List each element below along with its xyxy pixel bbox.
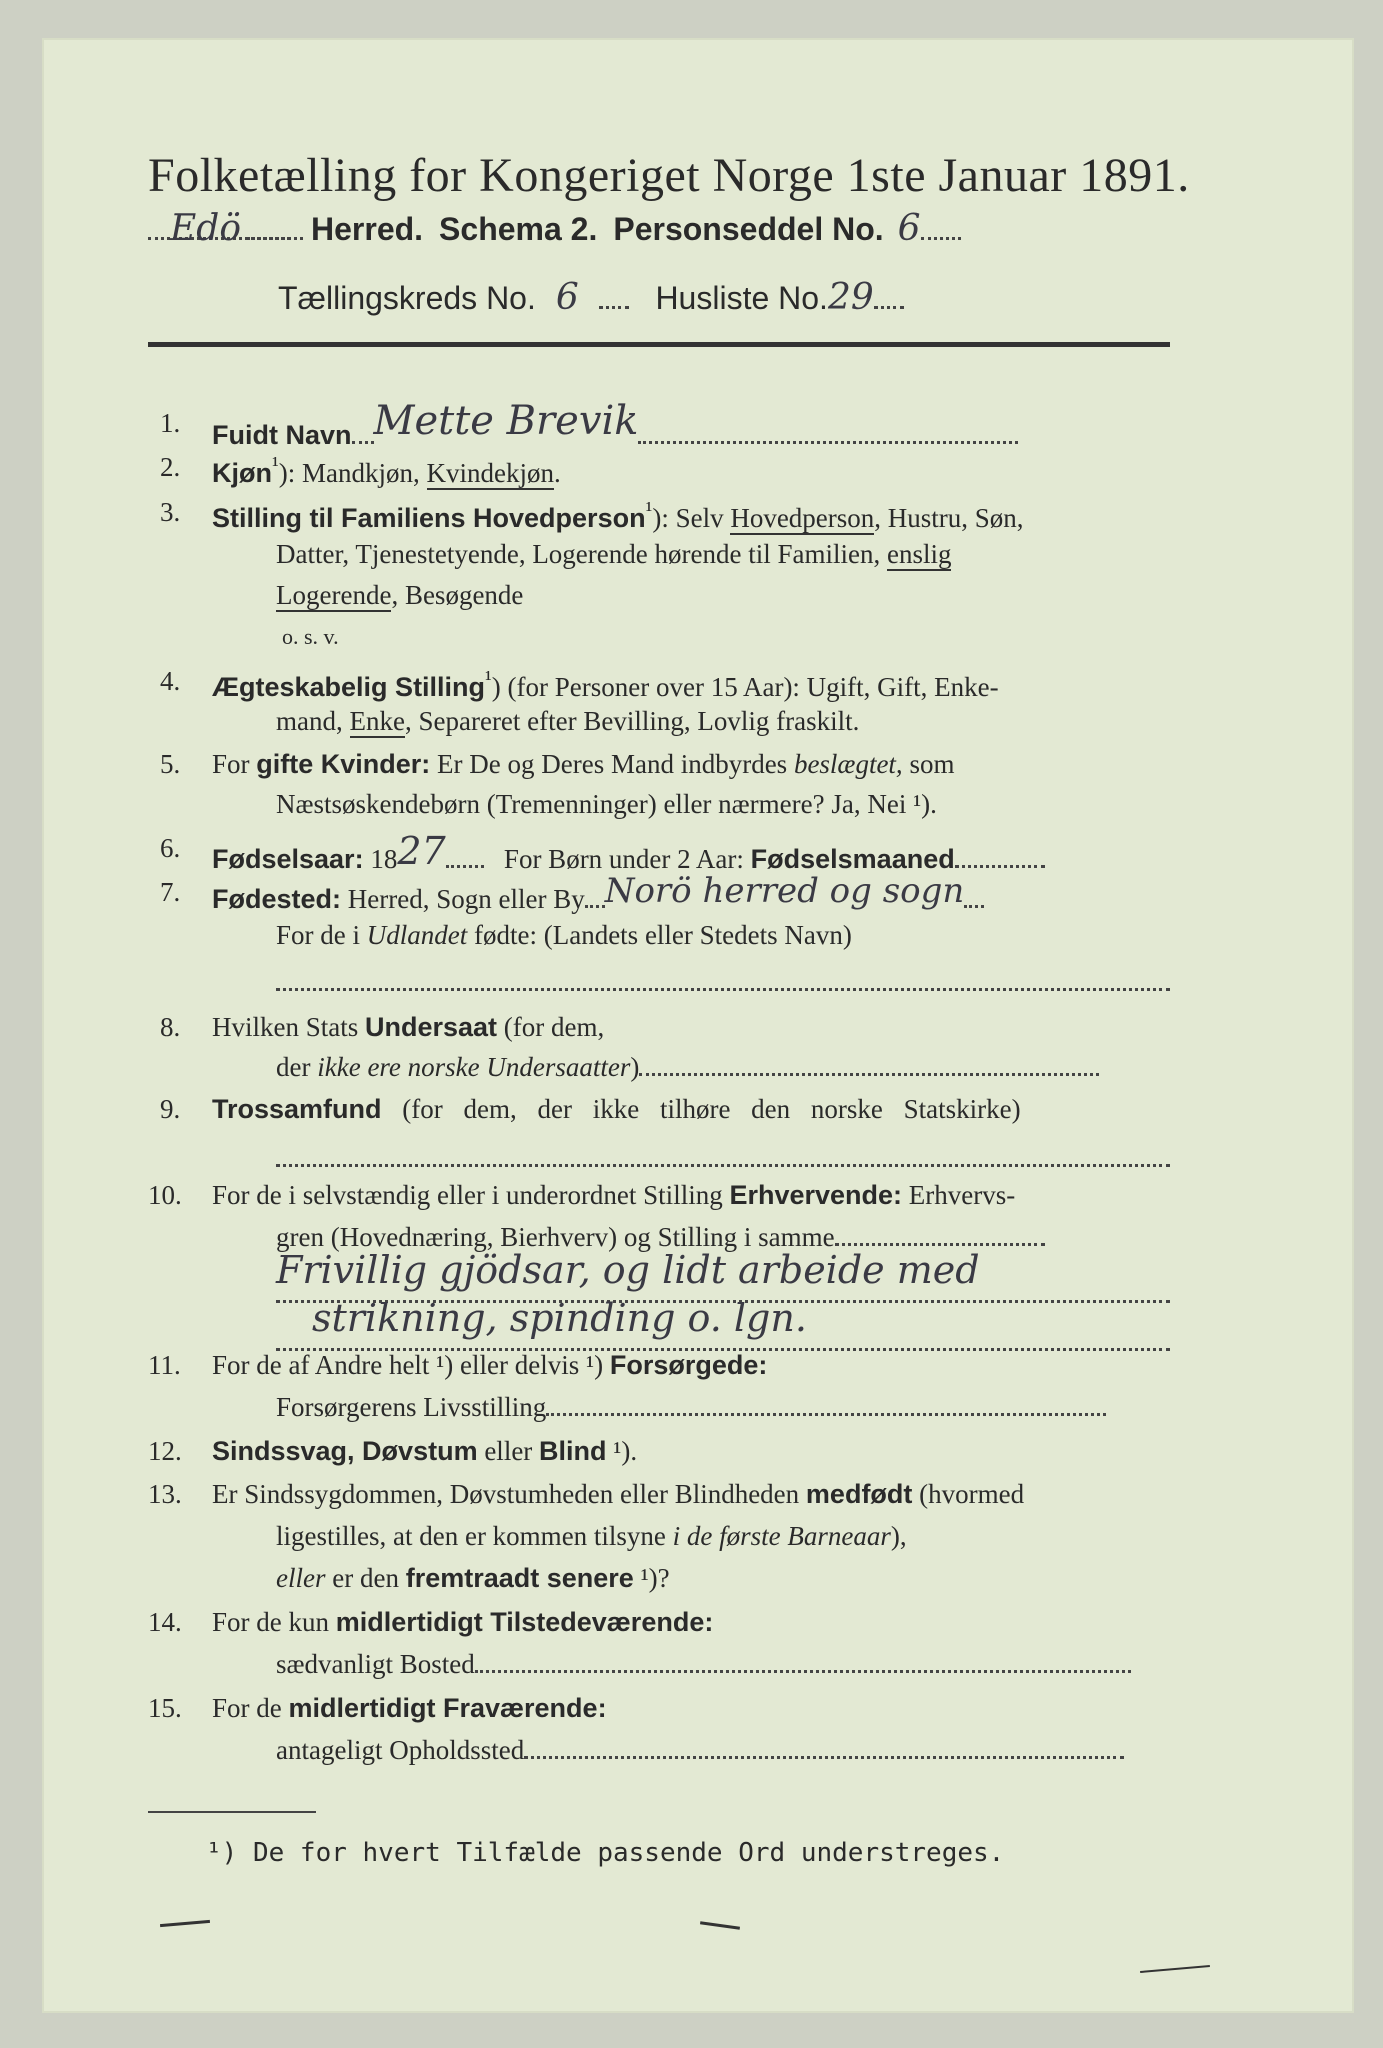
item-14-line-2 [276, 1649, 1131, 1680]
birth-year-handwritten: 27 [397, 829, 446, 873]
item-2 [212, 452, 561, 489]
husliste-label: Husliste No. [655, 280, 828, 316]
item-7 [212, 871, 984, 917]
religion-text: (for dem, der ikke tilhøre den norske Statskirke) [381, 1094, 1021, 1124]
dotted-fill [874, 305, 904, 309]
dotted-fill [835, 1242, 1045, 1246]
citizenship-condition: der [276, 1052, 318, 1082]
personseddel-label: Personseddel No. [613, 211, 884, 247]
occupation-line-2 [312, 1296, 807, 1340]
religion-field [276, 1154, 1170, 1172]
family-position-selected-option-2: enslig [886, 539, 952, 569]
item-13 [212, 1479, 1024, 1510]
footnote: ¹) De for hvert Tilfælde passende Ord understreges. [206, 1838, 1005, 1868]
birth-year-prefix: 18 [370, 844, 398, 874]
congenital-text: Er Sindssygdommen, Døvstumheden eller Blindheden [212, 1479, 806, 1509]
dotted-fill [475, 1669, 1131, 1673]
later-text-end: ¹)? [633, 1563, 670, 1593]
marital-status-options: mand, [276, 706, 350, 736]
item-number: 14. [148, 1607, 182, 1637]
item-number: 13. [148, 1479, 182, 1509]
occupation-line-1 [276, 1248, 980, 1292]
item-7-line-2 [276, 920, 852, 951]
occupation-branch-text: gren (Hovednæring, Bierhverv) og Stilling i samme [276, 1222, 835, 1252]
childhood-text: ligestilles, at den er kommen tilsyne [276, 1521, 673, 1551]
usual-residence-text: sædvanligt Bosted [276, 1649, 475, 1679]
item-5-line-2: Næstsøskendebørn (Tremenninger) eller nærmere? Ja, Nei ¹). [276, 789, 937, 819]
foreign-birthplace-field [276, 978, 1170, 996]
marital-status-selected-option: Enke [349, 706, 405, 736]
citizenship-condition-end: ) [630, 1052, 640, 1082]
item-number: 9. [160, 1094, 181, 1124]
citizenship-text: Hvilken Stats [212, 1012, 365, 1042]
marital-status-options-end: , Separeret efter Bevilling, Lovlig fraskilt. [404, 706, 860, 736]
congenital-label: medfødt [805, 1479, 913, 1509]
item-number: 4. [160, 666, 181, 696]
footnote-ref: ¹ [485, 666, 492, 691]
occupation-handwritten-2: strikning, spinding o. lgn. [312, 1296, 807, 1340]
item-number: 15. [148, 1693, 182, 1723]
item-4 [212, 666, 999, 703]
dotted-fill [352, 440, 374, 444]
dotted-fill [964, 904, 984, 908]
dotted-fill [276, 1163, 1170, 1167]
item-14 [212, 1607, 713, 1638]
occupation-label: Erhvervende: [729, 1180, 903, 1210]
occupation-text-end: Erhvervs- [902, 1180, 1016, 1210]
family-position-text: ): Selv [652, 503, 731, 533]
item-number: 3. [160, 497, 181, 527]
disability-text: eller [477, 1436, 540, 1466]
full-name-handwritten: Mette Brevik [373, 398, 639, 444]
marital-status-text: ) (for Personer over 15 Aar): Ugift, Gift, Enke- [491, 672, 999, 702]
item-11 [212, 1350, 767, 1381]
dotted-fill [247, 236, 303, 240]
disability-label: Sindssvag, Døvstum [212, 1436, 478, 1466]
footnote-rule [148, 1811, 316, 1813]
family-position-label: Stilling til Familiens Hovedperson [212, 503, 646, 533]
disability-text-end: ¹). [606, 1436, 638, 1466]
item-number: 12. [148, 1436, 182, 1466]
married-women-label: gifte Kvinder: [256, 749, 431, 779]
item-number: 8. [160, 1012, 181, 1042]
full-name-label: Fuidt Navn [212, 420, 352, 450]
gender-selected-option: Kvindekjøn [426, 458, 554, 488]
birthplace-handwritten: Norö herred og sogn [604, 871, 965, 911]
item-3-line-3 [276, 580, 523, 611]
family-position-selected-option: Hovedperson [730, 503, 875, 533]
later-text: er den [325, 1563, 406, 1593]
dotted-fill [276, 987, 1170, 991]
dotted-fill [638, 440, 1018, 444]
item-number: 11. [148, 1350, 181, 1380]
or-term: eller [276, 1563, 326, 1593]
childhood-text-end: ), [890, 1521, 907, 1551]
gender-text: ): Mandkjøn, [278, 458, 427, 488]
item-3 [212, 497, 1024, 534]
birth-month-text: For Børn under 2 Aar: [503, 844, 744, 874]
blind-label: Blind [539, 1436, 607, 1466]
foreign-term: Udlandet [366, 920, 468, 950]
supported-label: Forsørgede: [609, 1350, 768, 1380]
item-3-line-2 [276, 539, 951, 570]
married-women-text: For [212, 749, 257, 779]
occupation-handwritten-1: Frivillig gjödsar, og lidt arbeide med [276, 1248, 980, 1292]
dotted-fill [546, 1412, 1106, 1416]
dotted-fill [524, 1755, 1124, 1759]
family-position-selected-option-3: Logerende [276, 580, 392, 610]
gender-text-end: . [554, 458, 561, 488]
header-line-1 [148, 208, 961, 249]
taellingskreds-handwritten: 6 [555, 277, 579, 318]
dotted-fill [446, 864, 484, 868]
temporary-present-text: For de kun [212, 1607, 336, 1637]
dotted-fill [599, 305, 629, 309]
item-number: 6. [160, 833, 181, 863]
congenital-text-end: (hvormed [912, 1479, 1025, 1509]
dotted-fill [921, 236, 961, 240]
related-term: beslægtet, [793, 749, 903, 779]
married-women-question: Er De og Deres Mand indbyrdes [430, 749, 794, 779]
citizenship-label: Undersaat [365, 1012, 498, 1042]
item-15 [212, 1693, 607, 1724]
footnote-ref: ¹ [645, 497, 653, 522]
childhood-term: i de første Barneaar [672, 1521, 891, 1551]
married-women-question-end: som [902, 749, 955, 779]
occupation-text: For de i selvstændig eller i underordnet Stilling [212, 1180, 730, 1210]
presumed-location-text: antageligt Opholdssted [276, 1735, 525, 1765]
religion-label: Trossamfund [212, 1094, 382, 1124]
item-13-line-3 [276, 1563, 670, 1594]
family-position-text-end: , Hustru, Søn, [874, 503, 1024, 533]
item-8 [212, 1012, 604, 1043]
item-9 [212, 1094, 1021, 1125]
foreign-born-text-end: fødte: (Landets eller Stedets Navn) [467, 920, 852, 950]
item-number: 2. [160, 452, 181, 482]
item-4-line-2 [276, 706, 859, 737]
header-rule [148, 342, 1170, 347]
item-number: 1. [160, 408, 181, 438]
item-12 [212, 1436, 637, 1467]
foreign-born-text: For de i [276, 920, 367, 950]
schema-label: Schema 2. [439, 211, 598, 247]
temporary-absent-label: midlertidigt Fraværende: [288, 1693, 607, 1723]
temporary-present-label: midlertidigt Tilstedeværende: [335, 1607, 714, 1637]
item-1 [212, 398, 1018, 454]
item-13-line-2 [276, 1521, 907, 1552]
later-label: fremtraadt senere [405, 1563, 634, 1593]
temporary-absent-text: For de [212, 1693, 289, 1723]
dotted-fill [639, 1072, 1099, 1076]
header-line-2 [278, 277, 904, 318]
item-15-line-2 [276, 1735, 1124, 1766]
husliste-handwritten: 29 [827, 277, 874, 318]
herred-label: Herred. [311, 211, 424, 247]
birthplace-label: Fødested: [212, 884, 342, 914]
footnote-ref: ¹ [272, 452, 279, 477]
family-position-options: Datter, Tjenestetyende, Logerende hørende til Familien, [276, 539, 887, 569]
dotted-fill [585, 904, 605, 908]
non-norwegian-term: ikke ere norske Undersaatter [317, 1052, 631, 1082]
item-number: 7. [160, 877, 181, 907]
item-5 [212, 749, 954, 780]
dotted-fill [955, 864, 1045, 868]
birthplace-text: Herred, Sogn eller By [341, 884, 585, 914]
item-8-line-2 [276, 1052, 1099, 1083]
item-11-line-2 [276, 1392, 1106, 1423]
herred-handwritten: Edö [170, 208, 241, 249]
marital-status-label: Ægteskabelig Stilling [212, 672, 486, 702]
form-title: Folketælling for Kongeriget Norge 1ste Januar 1891. [148, 149, 1190, 202]
gender-label: Kjøn [212, 458, 272, 488]
personseddel-handwritten: 6 [897, 208, 921, 249]
birth-year-label: Fødselsaar: [212, 844, 364, 874]
citizenship-text-end: (for dem, [497, 1012, 605, 1042]
item-number: 5. [160, 749, 181, 779]
supported-text: For de af Andre helt ¹) eller delvis ¹) [212, 1350, 610, 1380]
supporter-occupation-text: Forsørgerens Livsstilling [276, 1392, 547, 1422]
taellingskreds-label: Tællingskreds No. [278, 280, 536, 316]
item-number: 10. [148, 1180, 182, 1210]
birth-month-label: Fødselsmaaned [750, 844, 955, 874]
family-position-options-end: , Besøgende [391, 580, 524, 610]
item-3-line-4: o. s. v. [282, 624, 339, 649]
item-10 [212, 1180, 1015, 1211]
